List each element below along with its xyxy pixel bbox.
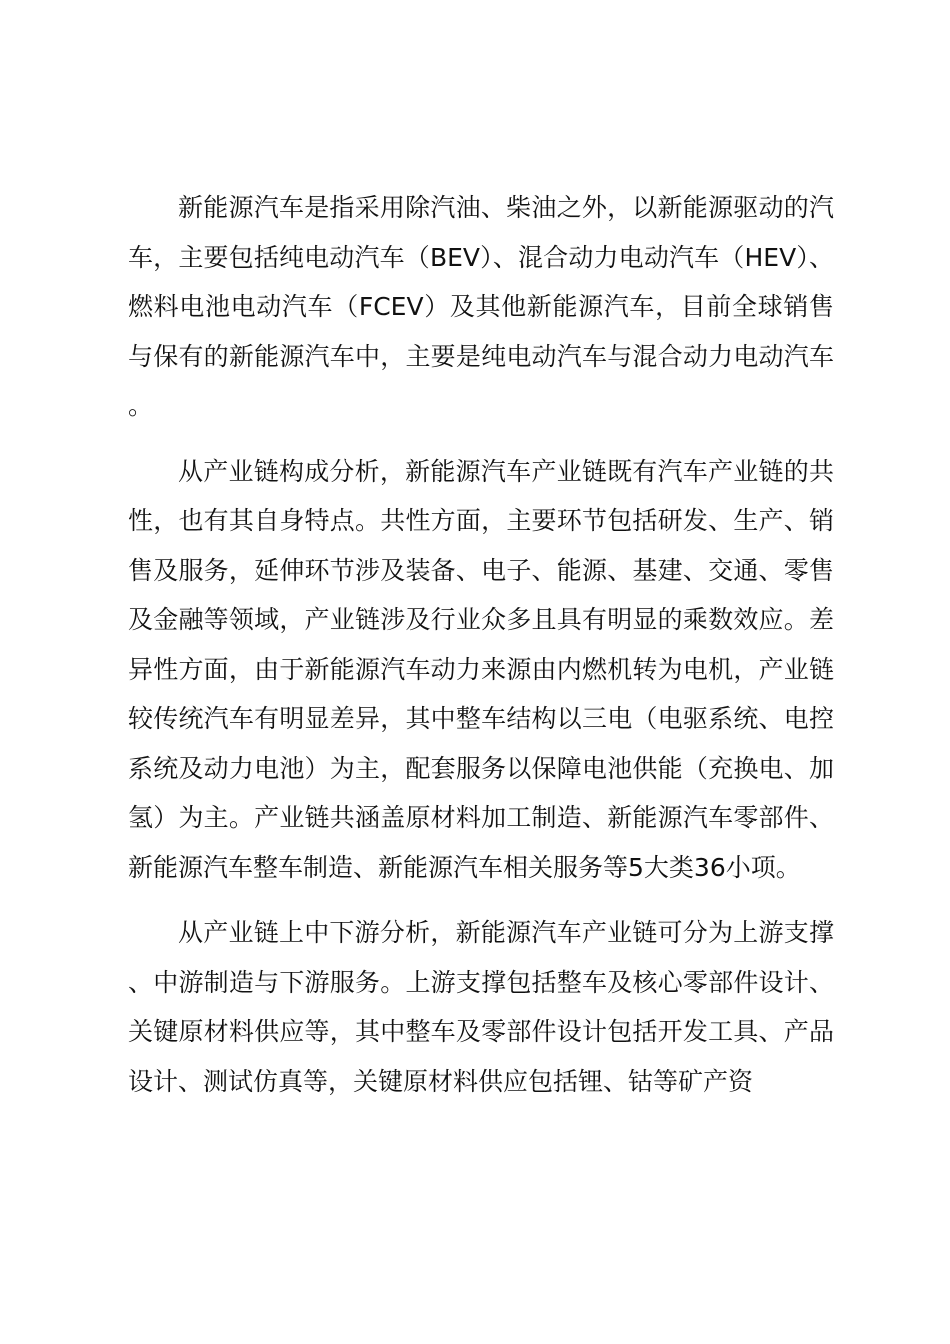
paragraph-new-energy-vehicle-definition: 新能源汽车是指采用除汽油、柴油之外，以新能源驱动的汽车，主要包括纯电动汽车（BEV）、混合动力电动汽车（HEV）、燃料电池电动汽车（FCEV）及其他新能源汽车，目前全球销售与保有的新能源汽车中，主要是纯电动汽车与混合动力电动汽车。 [128, 193, 834, 420]
paragraph-industry-chain-composition: 从产业链构成分析，新能源汽车产业链既有汽车产业链的共性，也有其自身特点。共性方面，主要环节包括研发、生产、销售及服务，延伸环节涉及装备、电子、能源、基建、交通、零售及金融等领域，产业链涉及行业众多且具有明显的乘数效应。差异性方面，由于新能源汽车动力来源由内燃机转为电机，产业链较传统汽车有明显差异，其中整车结构以三电（电驱系统、电控系统及动力电池）为主，配套服务以保障电池供能（充换电、加氢）为主。产业链共涵盖原材料加工制造、新能源汽车零部件、新能源汽车整车制造、新能源汽车相关服务等5大类36小项。 [128, 456, 834, 882]
document-body [128, 183, 834, 1106]
paragraph-upstream-midstream-downstream: 从产业链上中下游分析，新能源汽车产业链可分为上游支撑、中游制造与下游服务。上游支撑包括整车及核心零部件设计、关键原材料供应等，其中整车及零部件设计包括开发工具、产品设计、测试仿真等，关键原材料供应包括锂、钴等矿产资 [128, 918, 834, 1096]
